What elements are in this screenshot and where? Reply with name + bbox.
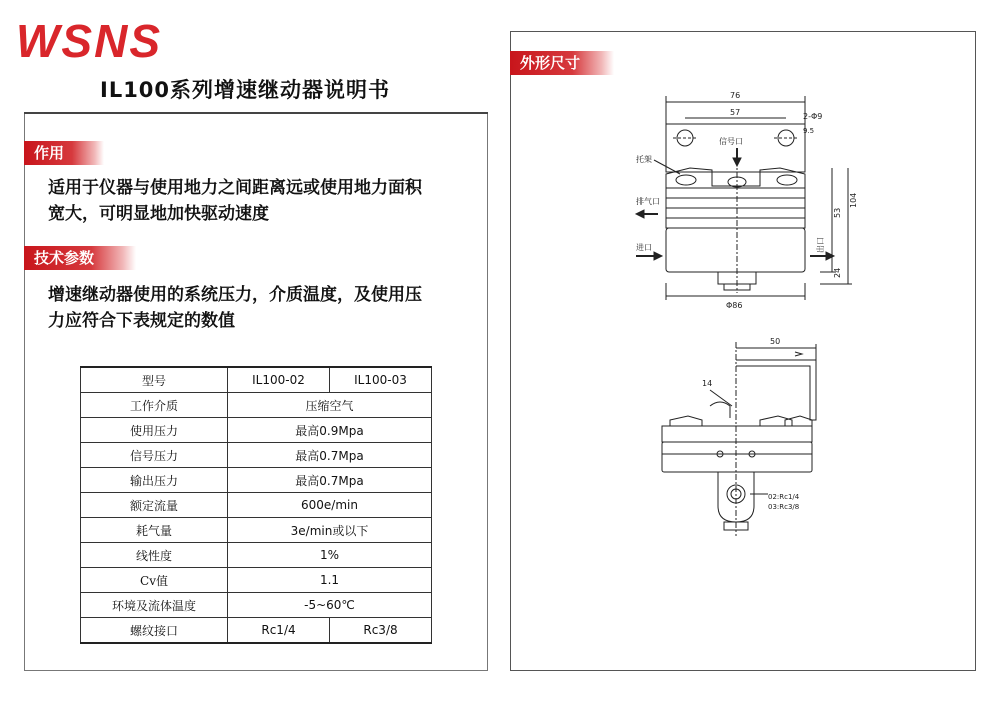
outlet-arrow-icon [826,252,834,260]
dim-14-label: 14 [702,379,713,388]
dim-53-label: 53 [833,207,842,218]
table-row [81,418,432,443]
table-row [81,568,432,593]
dim-holes-label: 2-Φ9 [803,112,823,121]
table-row [81,543,432,568]
dim-104-label: 104 [849,192,858,208]
table-cell-model-02: IL100-02 [228,367,330,393]
side-view-drawing [640,336,870,546]
inlet-label: 进口 [636,243,652,252]
front-view-drawing [600,88,900,320]
table-cell-thread-02: Rc1/4 [228,618,330,644]
outlet-label: 出口 [816,237,825,253]
document-title: IL100系列增速继动器说明书 [100,78,391,102]
table-cell-label: 耗气量 [81,518,228,543]
table-cell-label: 型号 [81,367,228,393]
table-row [81,593,432,618]
table-cell-value: 最高0.9Mpa [228,418,432,443]
table-cell-label: 输出压力 [81,468,228,493]
table-cell-thread-03: Rc3/8 [330,618,432,644]
params-description [48,282,478,334]
table-row [81,493,432,518]
exhaust-label: 排气口 [636,197,660,206]
usage-section-tag: 作用 [24,141,104,165]
table-footer-row [81,618,432,644]
usage-line-2: 宽大，可明显地加快驱动速度 [48,204,269,224]
dim-95-label: 9.5 [803,127,815,135]
table-cell-value: 压缩空气 [228,393,432,418]
table-cell-value: 3e/min或以下 [228,518,432,543]
signal-port-label: 信号口 [719,137,743,146]
dim-57-label: 57 [730,108,741,117]
dim-24-label: 24 [833,267,842,278]
dim-phi86-label: Φ86 [726,301,743,310]
table-cell-label: 信号压力 [81,443,228,468]
brand-logo: WSNS [16,15,162,67]
outline-section-tag: 外形尺寸 [510,51,614,75]
table-cell-value: 1% [228,543,432,568]
spec-table [80,366,432,644]
table-cell-label: 额定流量 [81,493,228,518]
inlet-arrow-icon [654,252,662,260]
exhaust-arrow-icon [636,210,644,218]
table-cell-value: 600e/min [228,493,432,518]
dim-76-label: 76 [730,91,741,100]
table-header-row [81,367,432,393]
table-row [81,393,432,418]
table-cell-label: Cv值 [81,568,228,593]
usage-line-1: 适用于仪器与使用地力之间距离远或使用地力面积 [48,178,422,198]
port-03-label: 03:Rc3/8 [768,503,800,511]
table-cell-value: 最高0.7Mpa [228,468,432,493]
bracket-label: 托架 [636,155,652,164]
table-row [81,468,432,493]
table-cell-value: 最高0.7Mpa [228,443,432,468]
usage-description [48,175,478,227]
table-cell-label: 螺纹接口 [81,618,228,644]
table-row [81,518,432,543]
params-line-1: 增速继动器使用的系统压力，介质温度，及使用压 [48,285,422,305]
table-cell-value: -5~60℃ [228,593,432,618]
params-line-2: 力应符合下表规定的数值 [48,311,235,331]
params-section-tag: 技术参数 [24,246,136,270]
table-cell-label: 线性度 [81,543,228,568]
table-cell-label: 工作介质 [81,393,228,418]
dim-50-label: 50 [770,337,781,346]
table-cell-label: 使用压力 [81,418,228,443]
table-cell-label: 环境及流体温度 [81,593,228,618]
table-cell-value: 1.1 [228,568,432,593]
port-02-label: 02:Rc1/4 [768,493,800,501]
table-cell-model-03: IL100-03 [330,367,432,393]
table-row [81,443,432,468]
